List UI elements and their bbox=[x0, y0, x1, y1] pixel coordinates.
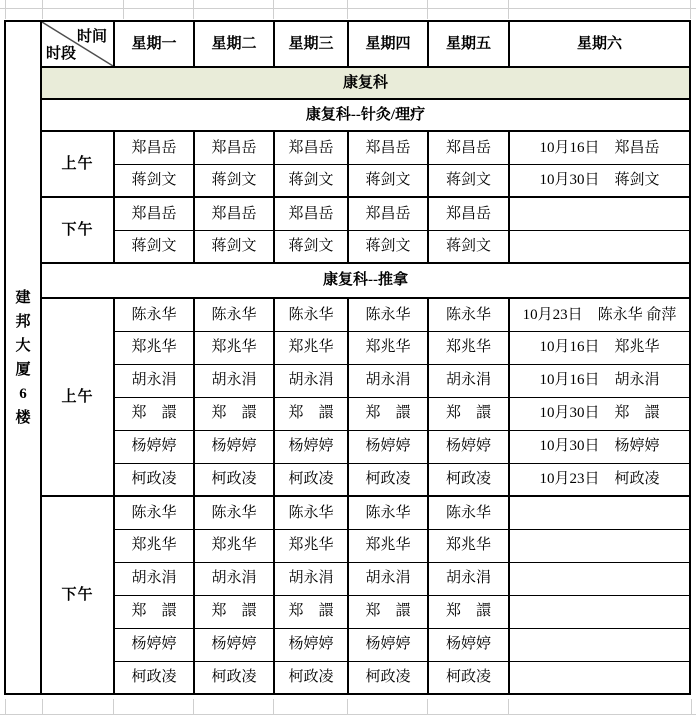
schedule-cell: 柯政凌 bbox=[194, 661, 274, 694]
schedule-cell: 蒋剑文 bbox=[194, 230, 274, 263]
day-header-saturday: 星期六 bbox=[509, 21, 690, 67]
schedule-cell: 柯政凌 bbox=[428, 463, 509, 496]
gridline bbox=[427, 0, 428, 19]
schedule-cell: 郑昌岳 bbox=[428, 197, 509, 230]
schedule-cell: 郑昌岳 bbox=[274, 197, 348, 230]
schedule-cell: 柯政凌 bbox=[274, 661, 348, 694]
saturday-cell: 10月16日 郑昌岳 bbox=[509, 131, 690, 164]
schedule-cell: 蒋剑文 bbox=[114, 230, 194, 263]
schedule-cell: 杨婷婷 bbox=[194, 430, 274, 463]
saturday-cell: 10月30日 杨婷婷 bbox=[509, 430, 690, 463]
schedule-row bbox=[5, 496, 690, 529]
schedule-cell: 郑兆华 bbox=[348, 331, 428, 364]
schedule-cell: 郑 譞 bbox=[114, 595, 194, 628]
schedule-cell: 蒋剑文 bbox=[114, 164, 194, 197]
schedule-cell: 陈永华 bbox=[194, 298, 274, 331]
gridline bbox=[0, 8, 696, 9]
gridline bbox=[347, 0, 348, 19]
saturday-cell: 10月16日 郑兆华 bbox=[509, 331, 690, 364]
schedule-cell: 蒋剑文 bbox=[274, 164, 348, 197]
department-band-row bbox=[5, 67, 690, 99]
day-header-monday: 星期一 bbox=[114, 21, 194, 67]
gridline bbox=[42, 699, 43, 714]
schedule-cell: 胡永涓 bbox=[274, 364, 348, 397]
schedule-cell: 杨婷婷 bbox=[274, 430, 348, 463]
gridline bbox=[5, 699, 6, 714]
building-label: 建邦大厦6楼 bbox=[15, 289, 31, 426]
schedule-cell: 郑昌岳 bbox=[348, 131, 428, 164]
schedule-cell: 郑兆华 bbox=[274, 529, 348, 562]
schedule-cell: 柯政凌 bbox=[348, 661, 428, 694]
schedule-table bbox=[4, 20, 691, 695]
schedule-cell: 郑兆华 bbox=[114, 331, 194, 364]
gridline bbox=[0, 714, 696, 715]
schedule-cell: 陈永华 bbox=[274, 298, 348, 331]
schedule-cell: 柯政凌 bbox=[194, 463, 274, 496]
schedule-cell: 郑兆华 bbox=[274, 331, 348, 364]
day-header-friday: 星期五 bbox=[428, 21, 509, 67]
gridline bbox=[347, 699, 348, 714]
schedule-cell: 胡永涓 bbox=[348, 364, 428, 397]
schedule-cell: 陈永华 bbox=[348, 298, 428, 331]
schedule-cell: 杨婷婷 bbox=[274, 628, 348, 661]
schedule-cell: 郑昌岳 bbox=[194, 131, 274, 164]
schedule-cell: 郑昌岳 bbox=[428, 131, 509, 164]
schedule-cell: 蒋剑文 bbox=[428, 164, 509, 197]
schedule-cell: 柯政凌 bbox=[114, 661, 194, 694]
schedule-cell: 郑兆华 bbox=[114, 529, 194, 562]
schedule-cell: 郑 譞 bbox=[194, 397, 274, 430]
corner-header-cell bbox=[41, 21, 114, 67]
saturday-cell: 10月16日 胡永涓 bbox=[509, 364, 690, 397]
schedule-cell: 郑兆华 bbox=[348, 529, 428, 562]
schedule-cell: 蒋剑文 bbox=[348, 230, 428, 263]
schedule-cell: 郑 譞 bbox=[428, 397, 509, 430]
schedule-cell: 柯政凌 bbox=[348, 463, 428, 496]
schedule-cell: 胡永涓 bbox=[274, 562, 348, 595]
saturday-cell bbox=[509, 529, 690, 562]
period-cell-afternoon: 下午 bbox=[41, 496, 114, 694]
schedule-cell: 郑昌岳 bbox=[274, 131, 348, 164]
gridline bbox=[273, 0, 274, 19]
schedule-cell: 陈永华 bbox=[114, 496, 194, 529]
gridline bbox=[691, 699, 692, 714]
gridline bbox=[427, 699, 428, 714]
saturday-cell bbox=[509, 562, 690, 595]
schedule-cell: 杨婷婷 bbox=[348, 628, 428, 661]
gridline bbox=[193, 699, 194, 714]
schedule-cell: 郑兆华 bbox=[194, 331, 274, 364]
schedule-cell: 郑 譞 bbox=[348, 397, 428, 430]
schedule-cell: 陈永华 bbox=[194, 496, 274, 529]
schedule-cell: 胡永涓 bbox=[114, 562, 194, 595]
schedule-cell: 郑 譞 bbox=[348, 595, 428, 628]
period-cell-afternoon: 下午 bbox=[41, 197, 114, 263]
schedule-cell: 陈永华 bbox=[274, 496, 348, 529]
schedule-cell: 杨婷婷 bbox=[428, 628, 509, 661]
gridline bbox=[508, 0, 509, 19]
schedule-cell: 胡永涓 bbox=[114, 364, 194, 397]
schedule-cell: 郑 譞 bbox=[114, 397, 194, 430]
gridline bbox=[193, 0, 194, 19]
schedule-cell: 胡永涓 bbox=[194, 364, 274, 397]
schedule-row bbox=[5, 298, 690, 331]
gridline bbox=[273, 699, 274, 714]
schedule-cell: 陈永华 bbox=[348, 496, 428, 529]
day-header-wednesday: 星期三 bbox=[274, 21, 348, 67]
department-band: 康复科 bbox=[41, 67, 690, 99]
schedule-cell: 郑兆华 bbox=[194, 529, 274, 562]
saturday-cell: 10月23日 陈永华 俞萍 bbox=[509, 298, 690, 331]
period-cell-morning: 上午 bbox=[41, 298, 114, 496]
period-cell-morning: 上午 bbox=[41, 131, 114, 197]
schedule-cell: 杨婷婷 bbox=[114, 430, 194, 463]
schedule-cell: 郑 譞 bbox=[274, 397, 348, 430]
schedule-cell: 蒋剑文 bbox=[348, 164, 428, 197]
schedule-cell: 郑昌岳 bbox=[114, 131, 194, 164]
schedule-row bbox=[5, 131, 690, 164]
schedule-row bbox=[5, 197, 690, 230]
section-band-tuina: 康复科--推拿 bbox=[41, 263, 690, 298]
section-band-acupuncture: 康复科--针灸/理疗 bbox=[41, 99, 690, 131]
saturday-cell bbox=[509, 197, 690, 230]
saturday-cell bbox=[509, 595, 690, 628]
saturday-cell bbox=[509, 661, 690, 694]
schedule-cell: 郑昌岳 bbox=[194, 197, 274, 230]
saturday-cell bbox=[509, 496, 690, 529]
schedule-cell: 柯政凌 bbox=[274, 463, 348, 496]
schedule-cell: 胡永涓 bbox=[348, 562, 428, 595]
schedule-cell: 郑 譞 bbox=[428, 595, 509, 628]
section-band-tuina-row bbox=[5, 263, 690, 298]
saturday-cell: 10月30日 郑 譞 bbox=[509, 397, 690, 430]
schedule-cell: 陈永华 bbox=[428, 298, 509, 331]
saturday-cell bbox=[509, 230, 690, 263]
schedule-cell: 郑昌岳 bbox=[348, 197, 428, 230]
gridline bbox=[123, 0, 124, 19]
schedule-cell: 郑昌岳 bbox=[114, 197, 194, 230]
schedule-cell: 杨婷婷 bbox=[348, 430, 428, 463]
schedule-cell: 蒋剑文 bbox=[274, 230, 348, 263]
schedule-cell: 郑 譞 bbox=[194, 595, 274, 628]
schedule-cell: 胡永涓 bbox=[194, 562, 274, 595]
schedule-cell: 陈永华 bbox=[114, 298, 194, 331]
saturday-cell: 10月30日 蒋剑文 bbox=[509, 164, 690, 197]
schedule-cell: 胡永涓 bbox=[428, 562, 509, 595]
schedule-cell: 蒋剑文 bbox=[194, 164, 274, 197]
schedule-cell: 郑兆华 bbox=[428, 331, 509, 364]
saturday-cell bbox=[509, 628, 690, 661]
gridline bbox=[508, 699, 509, 714]
schedule-cell: 柯政凌 bbox=[114, 463, 194, 496]
gridline bbox=[113, 699, 114, 714]
section-band-acupuncture-row bbox=[5, 99, 690, 131]
day-header-thursday: 星期四 bbox=[348, 21, 428, 67]
schedule-cell: 柯政凌 bbox=[428, 661, 509, 694]
corner-period-label: 时段 bbox=[46, 45, 77, 62]
schedule-cell: 杨婷婷 bbox=[114, 628, 194, 661]
schedule-cell: 郑 譞 bbox=[274, 595, 348, 628]
schedule-cell: 杨婷婷 bbox=[194, 628, 274, 661]
saturday-cell: 10月23日 柯政凌 bbox=[509, 463, 690, 496]
gridline bbox=[690, 0, 691, 19]
corner-time-label: 时间 bbox=[76, 29, 107, 45]
day-header-tuesday: 星期二 bbox=[194, 21, 274, 67]
schedule-cell: 杨婷婷 bbox=[428, 430, 509, 463]
schedule-cell: 郑兆华 bbox=[428, 529, 509, 562]
schedule-cell: 陈永华 bbox=[428, 496, 509, 529]
gridline bbox=[5, 0, 6, 19]
gridline bbox=[42, 0, 43, 19]
header-row bbox=[5, 21, 690, 67]
schedule-cell: 蒋剑文 bbox=[428, 230, 509, 263]
building-label-cell bbox=[5, 21, 41, 694]
schedule-cell: 胡永涓 bbox=[428, 364, 509, 397]
